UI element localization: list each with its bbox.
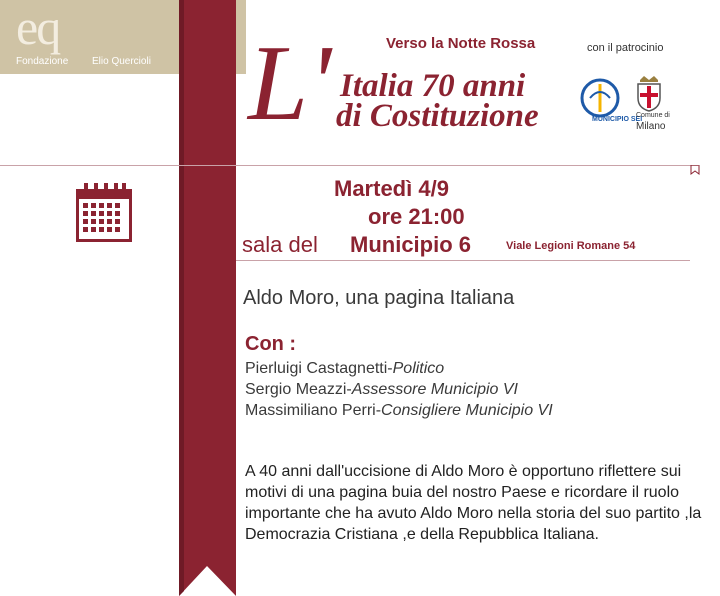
municipio-label: MUNICIPIO SEI (592, 116, 643, 123)
speaker-role: Politico (392, 360, 445, 377)
logo-line1: Fondazione (16, 56, 69, 67)
title-line1: Italia 70 anni (340, 68, 526, 104)
speaker-name: Pierluigi Castagnetti- (245, 360, 393, 377)
speakers-heading: Con : (245, 333, 297, 355)
speaker-name: Sergio Meazzi- (245, 381, 352, 398)
municipio-logo (578, 76, 643, 128)
municipio-emblem-icon (578, 76, 622, 120)
speaker-item (245, 360, 444, 378)
patronage-label: con il patrocinio (587, 42, 664, 54)
comune-line2: Milano (636, 121, 666, 132)
comune-crest-icon (632, 76, 666, 112)
divider-middle (236, 260, 690, 261)
event-title: Aldo Moro, una pagina Italiana (243, 287, 515, 309)
speaker-role: Assessore Municipio VI (351, 381, 518, 398)
divider-top (0, 165, 698, 166)
bookmark-icon (690, 165, 700, 175)
speaker-item (245, 402, 553, 420)
comune-logo (632, 76, 680, 134)
comune-line1: Comune di (636, 112, 670, 119)
speaker-item (245, 381, 518, 399)
event-time: ore 21:00 (368, 204, 465, 229)
venue-address: Viale Legioni Romane 54 (506, 240, 636, 252)
calendar-icon (74, 182, 134, 244)
venue-name: Municipio 6 (350, 232, 471, 257)
speaker-role: Consigliere Municipio VI (381, 402, 553, 419)
event-description: A 40 anni dall'uccisione di Aldo Moro è opportuno riflettere sui motivi di una pagina buia del nostro Paese e ricordare il ruolo importante che ha avuto Aldo Moro nella storia del suo partito ,la Democrazia Cristiana ,e della Repubblica Italiana. (245, 463, 702, 543)
title-initial: L' (248, 24, 332, 143)
logo-mark: eq (16, 0, 60, 55)
kicker-text: Verso la Notte Rossa (386, 35, 536, 52)
event-day: Martedì 4/9 (334, 176, 449, 201)
title-line2: di Costituzione (336, 98, 539, 134)
logo-line2: Elio Quercioli (92, 56, 151, 67)
venue-label: sala del (242, 232, 318, 257)
speaker-name: Massimiliano Perri- (245, 402, 382, 419)
